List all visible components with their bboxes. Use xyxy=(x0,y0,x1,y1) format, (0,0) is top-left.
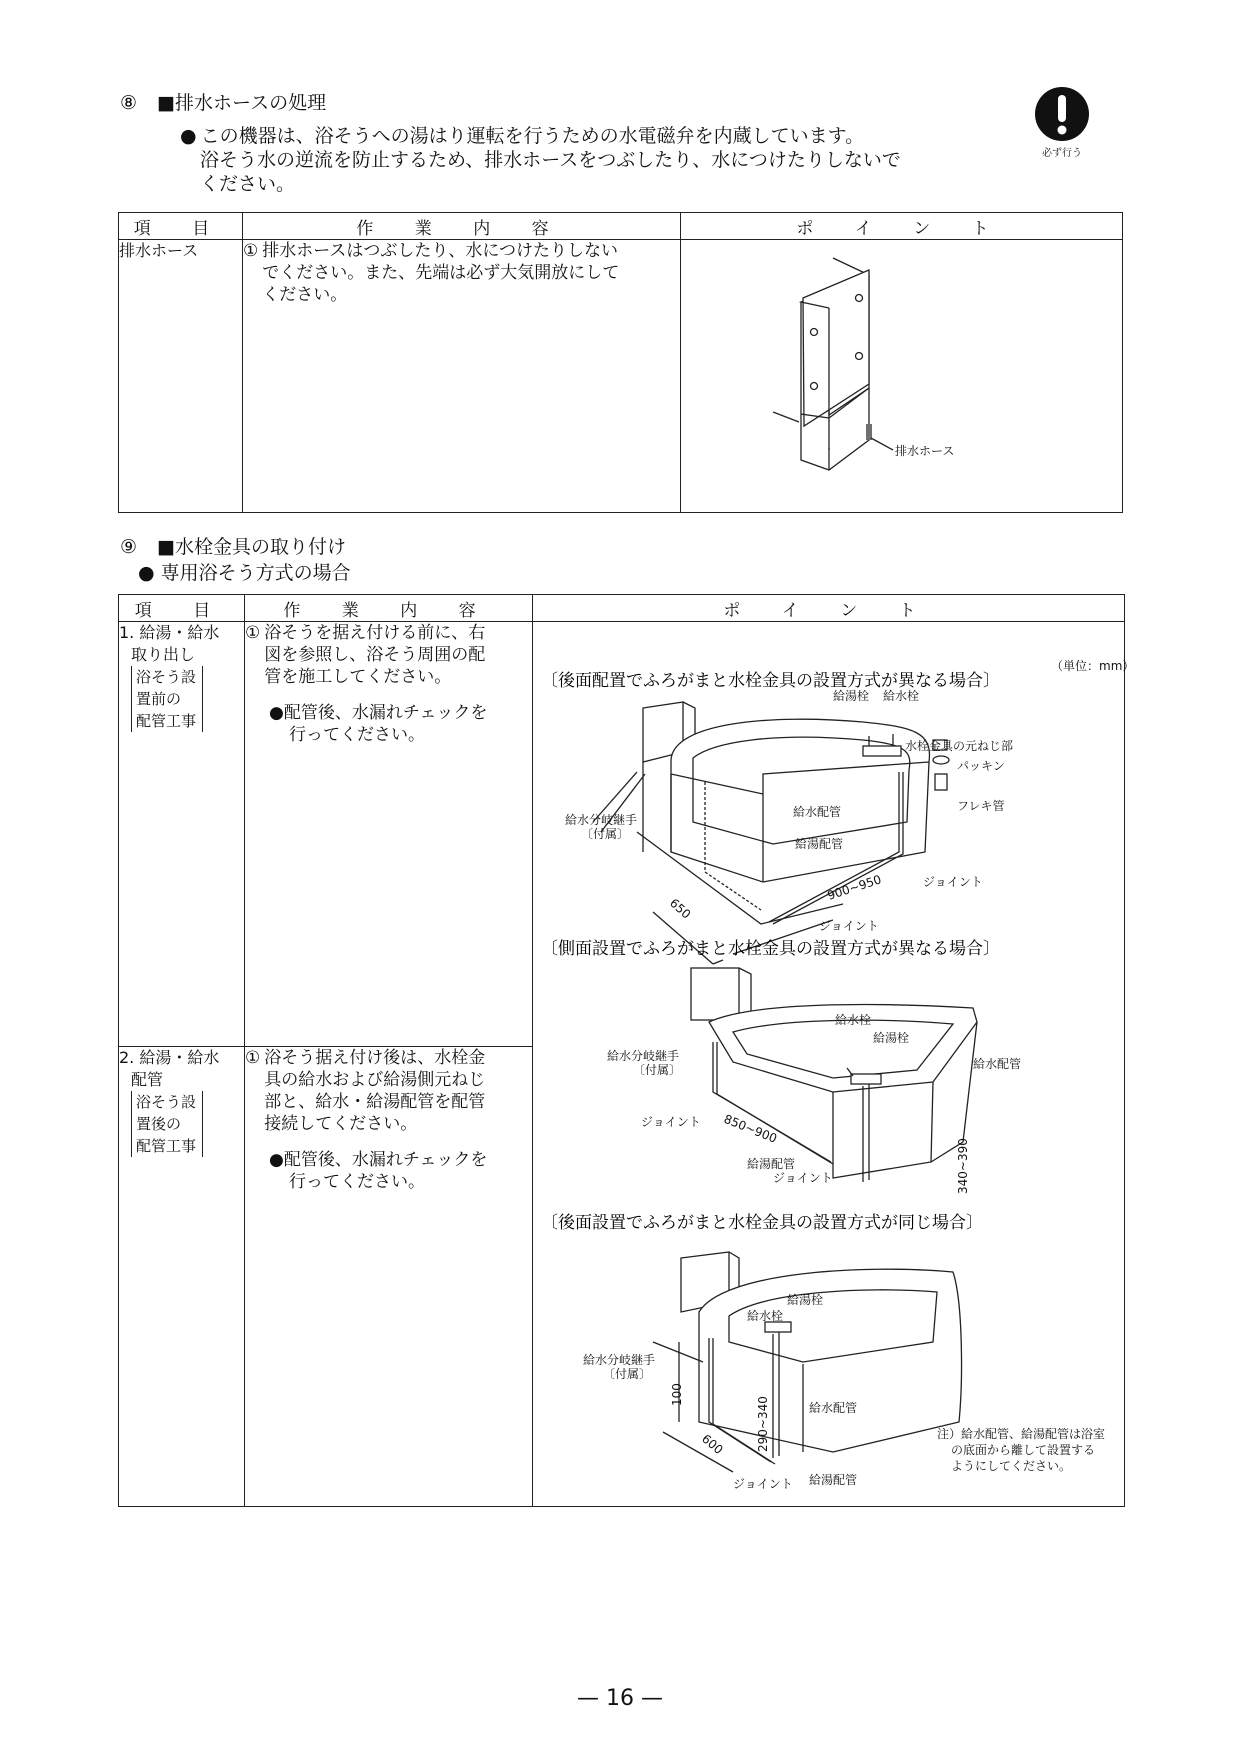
fig3-dim: 100 xyxy=(670,1383,684,1406)
section9-number: ⑨ xyxy=(120,536,138,558)
work-line: 具の給水および給湯側元ねじ xyxy=(264,1070,486,1091)
item-cell: 排水ホース xyxy=(119,240,243,513)
fig1-label: フレキ管 xyxy=(957,799,1005,813)
drain-hose-label: 排水ホース xyxy=(895,444,955,458)
fig3-label: 給水配管 xyxy=(809,1401,858,1415)
work-line: 図を参照し、浴そう周囲の配 xyxy=(264,645,486,665)
work-line: 管を施工してください。 xyxy=(264,667,452,687)
fig3-note-line: 注）給水配管、給湯配管は浴室 xyxy=(937,1427,1106,1441)
row1-item-cell xyxy=(119,622,245,1047)
fig1-caption: 〔後面配置でふろがまと水栓金具の設置方式が異なる場合〕 xyxy=(541,671,1000,691)
fig2-dim: 340~390 xyxy=(956,1138,970,1194)
item-bracket xyxy=(131,666,203,732)
bracket-line: 浴そう設 xyxy=(136,1093,197,1112)
fig2-label: 給水配管 xyxy=(973,1057,1022,1071)
step-number: ① xyxy=(243,241,259,261)
fig1-label: ジョイント xyxy=(923,875,983,889)
fig3-note-line: の底面から離して設置する xyxy=(951,1443,1096,1457)
fig1-label: 給水配管 xyxy=(793,805,842,819)
fig3-label: 給湯栓 xyxy=(787,1293,824,1307)
fig3-dim: 290~340 xyxy=(756,1396,770,1452)
fig1-label: 給水分岐継手 xyxy=(565,813,638,827)
work-line: 浴そうを据え付ける前に、右 xyxy=(264,623,486,643)
section9-title: ■水栓金具の取り付け xyxy=(157,536,347,558)
fig1-label: 水栓金具の元ねじ部 xyxy=(905,739,1014,753)
fig2-label: 給水分岐継手 xyxy=(607,1049,680,1063)
header-work: 作 業 内 容 xyxy=(243,213,681,240)
section8-number: ⑧ xyxy=(120,92,138,114)
fig2-label: 給湯栓 xyxy=(873,1031,910,1045)
header-point: ポ イ ン ト xyxy=(533,595,1125,622)
header-item: 項 目 xyxy=(119,213,243,240)
fig2-label: 給水栓 xyxy=(835,1013,872,1027)
fig3-label: 給水栓 xyxy=(747,1309,784,1323)
work-cell xyxy=(243,240,681,513)
exclamation-icon xyxy=(1034,86,1090,142)
fig3-note-line: ようにしてください。 xyxy=(951,1459,1072,1473)
row2-work-cell xyxy=(245,1047,533,1507)
icon-label: 必ず行う xyxy=(1042,148,1082,159)
faucet-installation-figures xyxy=(533,622,1135,1502)
fig3-drawing xyxy=(653,1252,961,1472)
fig3-label: 給水分岐継手 xyxy=(583,1353,656,1367)
item-line: 1. 給湯・給水 xyxy=(119,623,220,642)
fig1-label: パッキン xyxy=(957,759,1005,773)
step-number: ① xyxy=(245,1048,261,1069)
work-line: ください。 xyxy=(262,285,348,305)
work-line: 浴そう据え付け後は、水栓金 xyxy=(264,1048,486,1069)
row1-work-cell xyxy=(245,622,533,1047)
notice-line: 浴そう水の逆流を防止するため、排水ホースをつぶしたり、水につけたりしないで xyxy=(200,149,901,171)
section8-table xyxy=(118,212,1123,513)
mandatory-icon-block xyxy=(1032,86,1092,159)
item-line: 2. 給湯・給水 xyxy=(119,1048,220,1068)
fig1-label: 給水栓 xyxy=(883,689,920,703)
item-bracket xyxy=(131,1091,203,1157)
fig2-label: ジョイント xyxy=(773,1171,833,1185)
bullet-line: 行ってください。 xyxy=(289,725,425,745)
work-line: 排水ホースはつぶしたり、水につけたりしない xyxy=(262,241,619,261)
page-number: — 16 — xyxy=(577,1686,663,1711)
fig1-label: 給湯配管 xyxy=(795,837,844,851)
section8-title: ■排水ホースの処理 xyxy=(157,92,327,114)
bullet-line: ●配管後、水漏れチェックを xyxy=(269,1150,488,1171)
work-line: 接続してください。 xyxy=(264,1114,418,1135)
fig3-label: ジョイント xyxy=(733,1477,793,1491)
notice-line: この機器は、浴そうへの湯はり運転を行うための水電磁弁を内蔵しています。 xyxy=(200,125,865,147)
fig1-label: 〔付属〕 xyxy=(581,827,630,841)
fig1-label: ジョイント xyxy=(819,919,879,933)
item-line: 取り出し xyxy=(131,645,196,664)
fig1-dim: 650 xyxy=(666,895,694,922)
header-item: 項 目 xyxy=(119,595,245,622)
point-cell xyxy=(681,240,1123,513)
fig1-label: 給湯栓 xyxy=(833,689,870,703)
fig3-caption: 〔後面設置でふろがまと水栓金具の設置方式が同じ場合〕 xyxy=(541,1213,983,1233)
fig2-label: 給湯配管 xyxy=(747,1157,796,1171)
bullet-line: ●配管後、水漏れチェックを xyxy=(269,703,488,723)
work-line: でください。また、先端は必ず大気開放にして xyxy=(262,263,620,283)
work-line: 部と、給水・給湯配管を配管 xyxy=(264,1092,486,1113)
point-cell xyxy=(533,622,1135,1507)
fig2-dim: 850~900 xyxy=(721,1111,779,1146)
fig2-label: ジョイント xyxy=(641,1115,701,1129)
bracket-line: 浴そう設 xyxy=(136,668,197,686)
fig1-dim: 900~950 xyxy=(825,872,884,903)
bracket-line: 置後の xyxy=(136,1115,182,1134)
bullet: ● xyxy=(180,125,197,147)
header-work: 作 業 内 容 xyxy=(245,595,533,622)
fig3-label: 給湯配管 xyxy=(809,1473,858,1487)
bracket-line: 置前の xyxy=(136,690,182,708)
notice-line: ください。 xyxy=(200,173,296,195)
row2-item-cell xyxy=(119,1047,245,1507)
bracket-line: 配管工事 xyxy=(136,1137,197,1156)
bullet-line: 行ってください。 xyxy=(289,1172,425,1193)
fig2-drawing xyxy=(691,968,977,1182)
bracket-line: 配管工事 xyxy=(136,712,197,730)
fig3-dim: 600 xyxy=(699,1431,726,1458)
section8-heading xyxy=(120,88,326,115)
item-line: 配管 xyxy=(131,1070,164,1090)
fig1-drawing xyxy=(593,702,949,964)
header-point: ポ イ ン ト xyxy=(681,213,1123,240)
unit-label: （単位：mm） xyxy=(1051,659,1135,673)
fig3-label: 〔付属〕 xyxy=(603,1367,652,1381)
section9-subtitle: ● 専用浴そう方式の場合 xyxy=(138,562,351,584)
fig2-label: 〔付属〕 xyxy=(633,1063,682,1077)
section9-heading xyxy=(120,532,346,559)
section8-notice xyxy=(180,124,901,196)
drain-hose-figure xyxy=(681,240,1121,508)
fig2-caption: 〔側面設置でふろがまと水栓金具の設置方式が異なる場合〕 xyxy=(541,939,1000,959)
section9-table xyxy=(118,594,1135,1507)
step-number: ① xyxy=(245,623,261,643)
